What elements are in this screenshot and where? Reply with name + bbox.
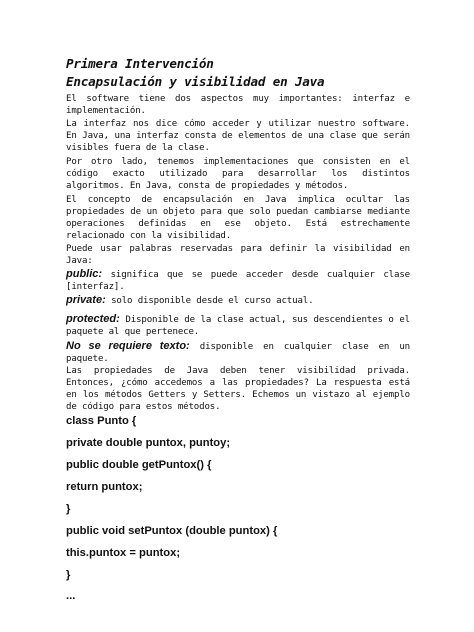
paragraph-encapsulation: El concepto de encapsulación en Java implica ocultar las propiedades de un objeto para que solo puedan cambiarse mediante operaciones definidas en ese objeto. Está estrechamente relacionado con la visibilidad.: [66, 195, 410, 241]
visibility-keyword: public:: [66, 268, 103, 280]
code-line: public double getPuntox() {: [66, 459, 212, 471]
visibility-keyword: private:: [66, 294, 106, 306]
paragraph-implementation: Por otro lado, tenemos implementaciones que consisten en el código exacto utilizado para desarrollar los distintos algoritmos. En Java, consta de propiedades y métodos.: [66, 157, 410, 191]
visibility-description: disponible en cualquier clase en un paquete.: [66, 342, 410, 364]
visibility-keyword: No se requiere texto:: [66, 340, 190, 352]
code-line: }: [66, 503, 71, 515]
visibility-public: [66, 268, 410, 293]
visibility-keyword: protected:: [66, 313, 120, 325]
paragraph-getters-setters: Las propiedades de Java deben tener visibilidad privada. Entonces, ¿cómo accedemos a las propiedades? La respuesta está en los métodos Getters y Setters. Echemos un vistazo al ejemplo de código para estos métodos.: [66, 366, 410, 412]
code-line: return puntox;: [66, 481, 143, 493]
visibility-package: [66, 340, 410, 365]
code-line: this.puntox = puntox;: [66, 547, 181, 559]
code-line: public void setPuntox (double puntox) {: [66, 525, 278, 537]
paragraph-intro: El software tiene dos aspectos muy importantes: interfaz e implementación.: [66, 94, 410, 116]
visibility-description: Disponible de la clase actual, sus descendientes o el paquete al que pertenece.: [66, 315, 410, 337]
paragraph-reserved-words: Puede usar palabras reservadas para definir la visibilidad en Java:: [66, 244, 410, 266]
code-line: ...: [66, 590, 76, 602]
visibility-protected: [66, 313, 410, 338]
code-line: private double puntox, puntoy;: [66, 437, 231, 449]
document-title: Primera Intervención: [66, 56, 214, 71]
document-subtitle: Encapsulación y visibilidad en Java: [66, 74, 325, 89]
visibility-description: solo disponible desde el curso actual.: [105, 296, 314, 306]
paragraph-interface: La interfaz nos dice cómo acceder y utilizar nuestro software. En Java, una interfaz consta de elementos de una clase que serán visibles fuera de la clase.: [66, 119, 410, 153]
code-line: }: [66, 569, 71, 581]
visibility-description: significa que se puede acceder desde cualquier clase [interfaz].: [66, 270, 410, 292]
code-line: class Punto {: [66, 415, 137, 427]
visibility-private: [66, 294, 410, 307]
